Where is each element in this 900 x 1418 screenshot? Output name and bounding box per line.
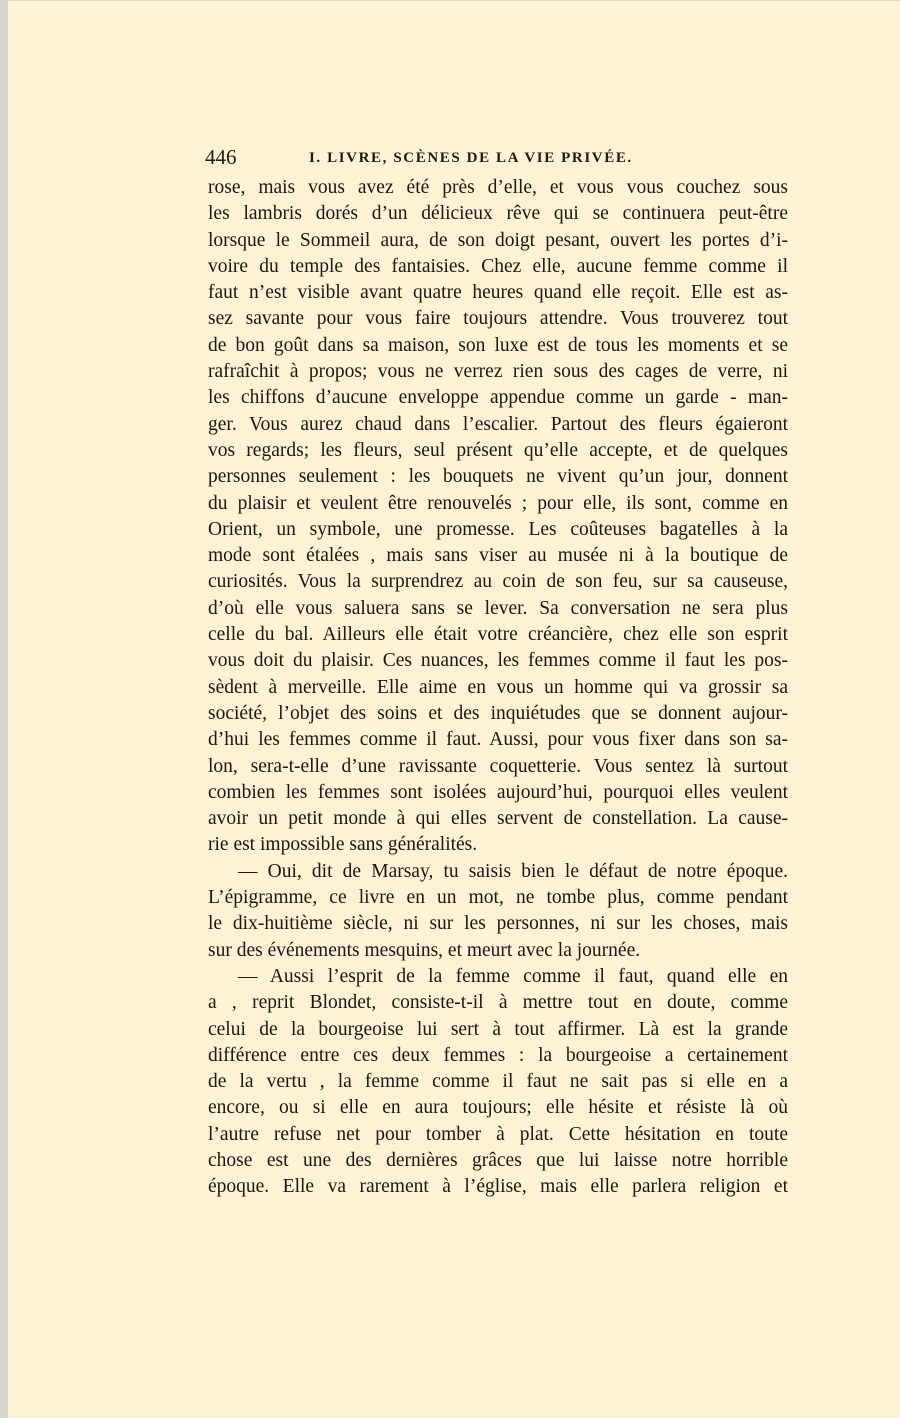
body-text <box>208 175 788 1201</box>
text-line: chose est une des dernières grâces que lui laisse notre horrible <box>208 1149 788 1171</box>
text-line-paragraph-start: — Aussi l’esprit de la femme comme il faut, quand elle en <box>238 965 788 987</box>
text-line: lorsque le Sommeil aura, de son doigt pesant, ouvert les portes d’i- <box>208 229 788 251</box>
text-line: rie est impossible sans généralités. <box>208 834 478 856</box>
text-line: encore, ou si elle en aura toujours; elle hésite et résiste là où <box>208 1097 788 1119</box>
book-page <box>8 1 900 1418</box>
text-line: du plaisir et veulent être renouvelés ; pour elle, ils sont, comme en <box>208 492 788 514</box>
running-title: I. LIVRE, SCÈNES DE LA VIE PRIVÉE. <box>309 150 633 166</box>
text-line: sez savante pour vous faire toujours attendre. Vous trouverez tout <box>208 308 788 330</box>
text-line: d’où elle vous saluera sans se lever. Sa conversation ne sera plus <box>208 597 788 619</box>
text-line: d’hui les femmes comme il faut. Aussi, pour vous fixer dans son sa- <box>208 729 788 751</box>
text-line: Orient, un symbole, une promesse. Les coûteuses bagatelles à la <box>208 518 788 540</box>
text-line: ger. Vous aurez chaud dans l’escalier. Partout des fleurs égaieront <box>208 413 788 435</box>
text-line: celle du bal. Ailleurs elle était votre créancière, chez elle son esprit <box>208 624 788 646</box>
text-line: époque. Elle va rarement à l’église, mais elle parlera religion et <box>208 1176 788 1198</box>
text-line: différence entre ces deux femmes : la bourgeoise a certainement <box>208 1044 788 1066</box>
text-line: combien les femmes sont isolées aujourd’hui, pourquoi elles veulent <box>208 781 788 803</box>
page-number: 446 <box>205 145 237 169</box>
text-line: avoir un petit monde à qui elles servent de constellation. La cause- <box>208 808 788 830</box>
text-line: personnes seulement : les bouquets ne vivent qu’un jour, donnent <box>208 466 788 488</box>
text-line: celui de la bourgeoise lui sert à tout affirmer. Là est la grande <box>208 1018 788 1040</box>
text-line: a , reprit Blondet, consiste-t-il à mettre tout en doute, comme <box>208 992 788 1014</box>
text-line: lon, sera-t-elle d’une ravissante coquetterie. Vous sentez là surtout <box>208 755 788 777</box>
text-line: de bon goût dans sa maison, son luxe est de tous les moments et se <box>208 334 788 356</box>
text-line: vous doit du plaisir. Ces nuances, les femmes comme il faut les pos- <box>208 650 788 672</box>
running-header <box>205 145 788 171</box>
text-line: les chiffons d’aucune enveloppe appendue comme un garde - man- <box>208 387 788 409</box>
text-line: rose, mais vous avez été près d’elle, et vous vous couchez sous <box>208 177 788 198</box>
text-line: mode sont étalées , mais sans viser au musée ni à la boutique de <box>208 545 788 567</box>
text-line: faut n’est visible avant quatre heures quand elle reçoit. Elle est as- <box>208 282 788 304</box>
text-line: voire du temple des fantaisies. Chez elle, aucune femme comme il <box>208 255 788 277</box>
text-line: sèdent à merveille. Elle aime en vous un homme qui va grossir sa <box>208 676 788 698</box>
text-line: curiosités. Vous la surprendrez au coin de son feu, sur sa causeuse, <box>208 571 788 593</box>
text-line: l’autre refuse net pour tomber à plat. Cette hésitation en toute <box>208 1123 788 1145</box>
text-line: L’épigramme, ce livre en un mot, ne tombe plus, comme pendant <box>208 887 788 909</box>
text-line: sur des événements mesquins, et meurt avec la journée. <box>208 939 641 961</box>
text-line-paragraph-start: — Oui, dit de Marsay, tu saisis bien le défaut de notre époque. <box>238 860 788 882</box>
text-line: de la vertu , la femme comme il faut ne sait pas si elle en a <box>208 1071 788 1093</box>
text-line: les lambris dorés d’un délicieux rêve qui se continuera peut-être <box>208 203 788 225</box>
text-line: société, l’objet des soins et des inquiétudes que se donnent aujour- <box>208 702 788 724</box>
text-line: vos regards; les fleurs, seul présent qu’elle accepte, et de quelques <box>208 439 788 461</box>
text-line: le dix-huitième siècle, ni sur les personnes, ni sur les choses, mais <box>208 913 788 935</box>
text-line: rafraîchit à propos; vous ne verrez rien sous des cages de verre, ni <box>208 361 788 383</box>
